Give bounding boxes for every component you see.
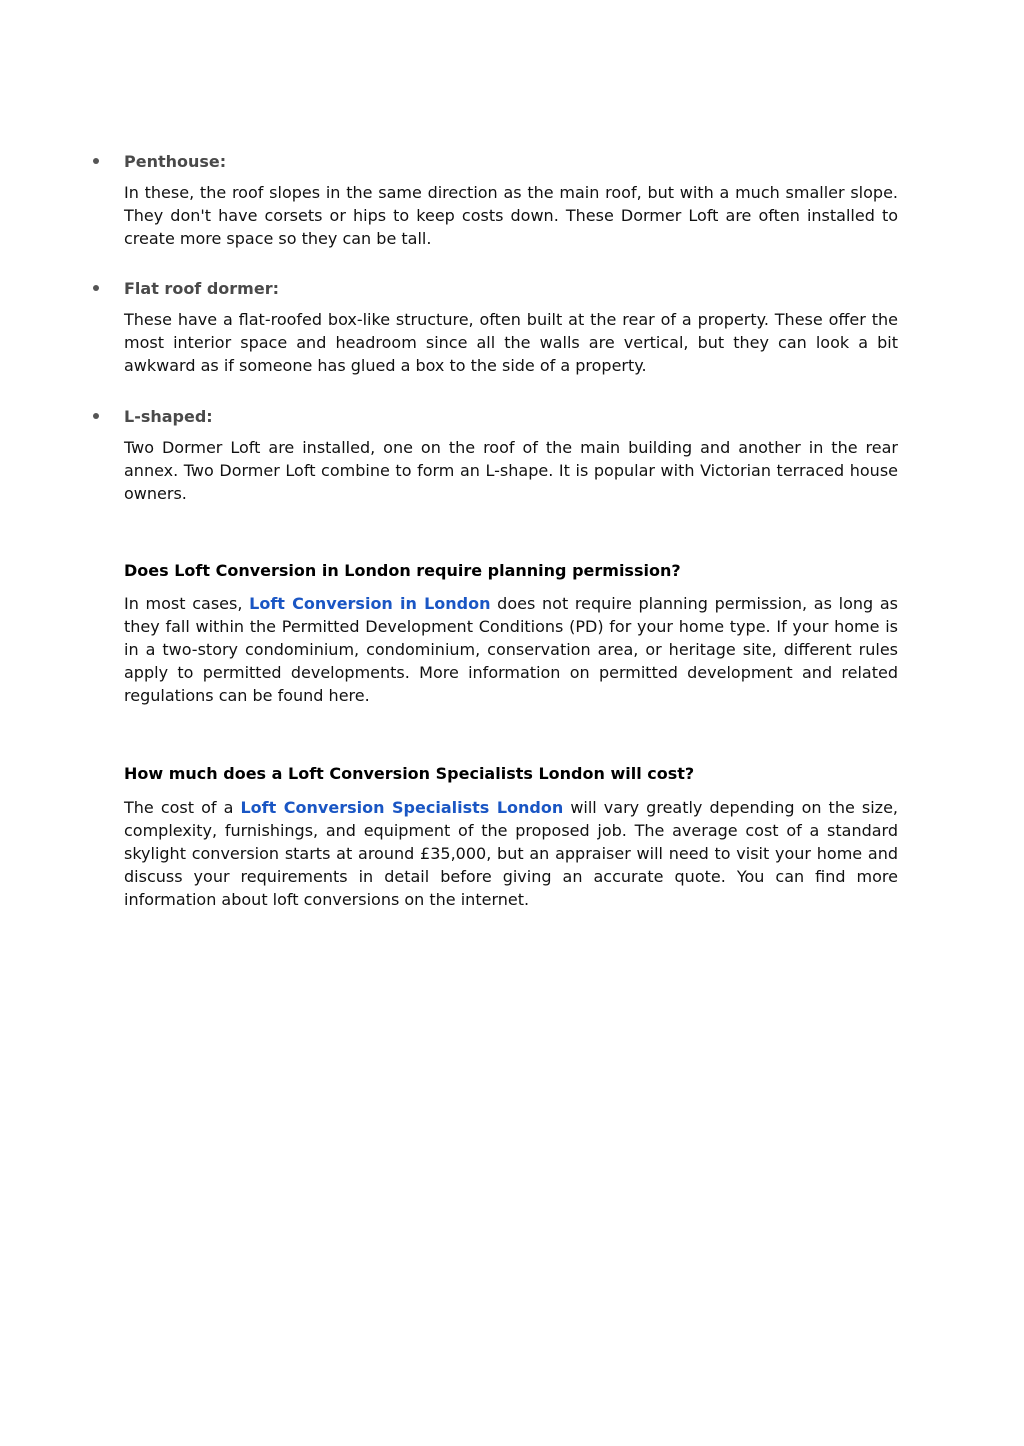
text-after-link: will vary greatly depending on the size, complexity, furnishings, and equipment of the proposed job. The average cost of a standard skylight conversion starts at around £35,000, but an appraiser will need to visit your home and discuss your requirements in detail before giving an accurate quote. You can find more information about loft conversions on the internet. — [124, 798, 898, 909]
list-item-flat-roof-dormer — [124, 279, 898, 377]
list-item-heading: Flat roof dormer: — [124, 279, 279, 298]
section-heading-cost: How much does a Loft Conversion Specialists London will cost? — [124, 764, 695, 783]
text-after-link: does not require planning permission, as long as they fall within the Permitted Development Conditions (PD) for your home type. If your home is in a two-story condominium, condominium, conservation area, or heritage site, different rules apply to permitted developments. More information on permitted development and related regulations can be found here. — [124, 594, 898, 705]
section-heading-planning-permission: Does Loft Conversion in London require planning permission? — [124, 561, 681, 580]
bullet-icon — [93, 158, 99, 164]
loft-conversion-london-link[interactable]: Loft Conversion in London — [249, 594, 491, 613]
list-item-heading: Penthouse: — [124, 152, 227, 171]
bullet-icon — [93, 285, 99, 291]
loft-conversion-specialists-link[interactable]: Loft Conversion Specialists London — [240, 798, 564, 817]
section-paragraph — [124, 796, 898, 911]
section-body-cost — [124, 796, 898, 911]
section-paragraph — [124, 592, 898, 707]
list-item-penthouse — [124, 152, 898, 250]
text-before-link: The cost of a — [124, 798, 241, 817]
list-item-body: Two Dormer Loft are installed, one on the roof of the main building and another in the rear annex. Two Dormer Loft combine to form an L-shape. It is popular with Victorian terraced house owners. — [124, 438, 898, 503]
bullet-icon — [93, 413, 99, 419]
text-before-link: In most cases, — [124, 594, 250, 613]
list-item-body: These have a flat-roofed box-like structure, often built at the rear of a property. These offer the most interior space and headroom since all the walls are vertical, but they can look a bit awkward as if someone has glued a box to the side of a property. — [124, 310, 898, 375]
section-body-planning-permission — [124, 592, 898, 707]
list-item-body: In these, the roof slopes in the same direction as the main roof, but with a much smaller slope. They don't have corsets or hips to keep costs down. These Dormer Loft are often installed to create more space so they can be tall. — [124, 183, 898, 248]
list-item-heading: L-shaped: — [124, 407, 213, 426]
list-item-l-shaped — [124, 407, 898, 505]
